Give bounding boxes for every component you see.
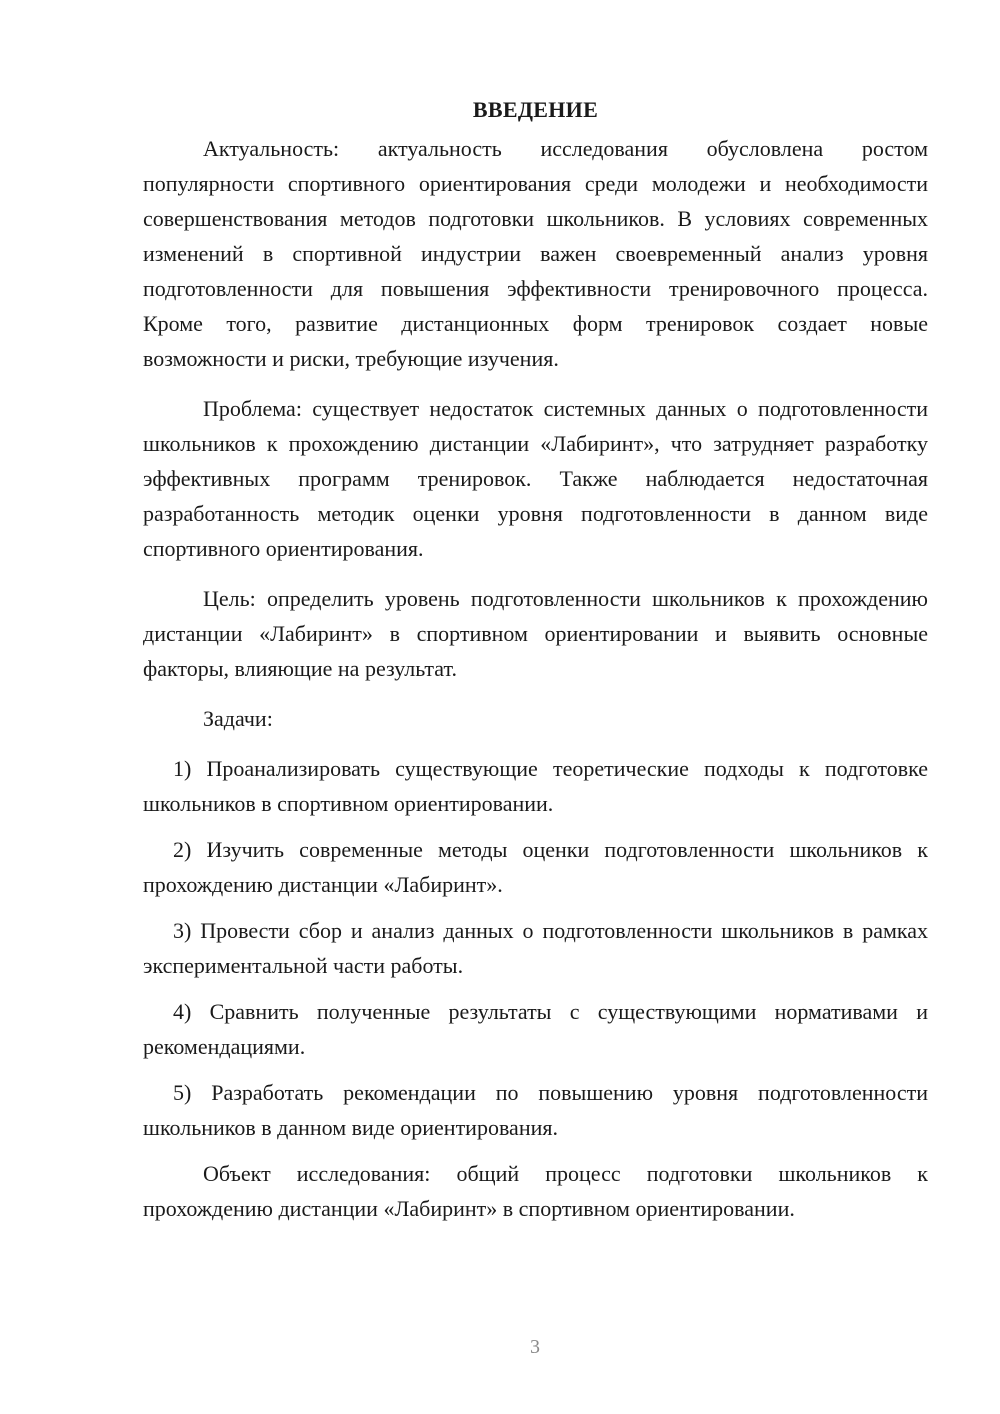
paragraph-relevance: Актуальность: актуальность исследования обусловлена ростом популярности спортивного ориентирования среди молодежи и необходимости совершенствования методов подготовки школьников. В условиях современных изменений в спортивной индустрии важен своевременный анализ уровня подготовленности для повышения эффективности тренировочного процесса. Кроме того, развитие дистанционных форм тренировок создает новые возможности и риски, требующие изучения. [143, 136, 928, 371]
document-page [143, 95, 928, 1226]
tasks-label: Задачи: [203, 706, 273, 731]
task-item-1: 1) Проанализировать существующие теоретические подходы к подготовке школьников в спортивном ориентировании. [143, 756, 928, 816]
page-title: ВВЕДЕНИЕ [472, 97, 599, 122]
task-item-5: 5) Разработать рекомендации по повышению уровня подготовленности школьников в данном виде ориентирования. [143, 1080, 928, 1140]
paragraph-goal: Цель: определить уровень подготовленности школьников к прохождению дистанции «Лабиринт» в спортивном ориентировании и выявить основные факторы, влияющие на результат. [143, 586, 928, 681]
task-item-2: 2) Изучить современные методы оценки подготовленности школьников к прохождению дистанции «Лабиринт». [143, 837, 928, 897]
task-item-4: 4) Сравнить полученные результаты с существующими нормативами и рекомендациями. [143, 999, 928, 1059]
task-item-3: 3) Провести сбор и анализ данных о подготовленности школьников в рамках экспериментальной части работы. [143, 918, 928, 978]
paragraph-object: Объект исследования: общий процесс подготовки школьников к прохождению дистанции «Лабиринт» в спортивном ориентировании. [143, 1161, 928, 1221]
paragraph-problem: Проблема: существует недостаток системных данных о подготовленности школьников к прохождению дистанции «Лабиринт», что затрудняет разработку эффективных программ тренировок. Также наблюдается недостаточная разработанность методик оценки уровня подготовленности в данном виде спортивного ориентирования. [143, 396, 928, 561]
page-number: 3 [530, 1336, 540, 1358]
